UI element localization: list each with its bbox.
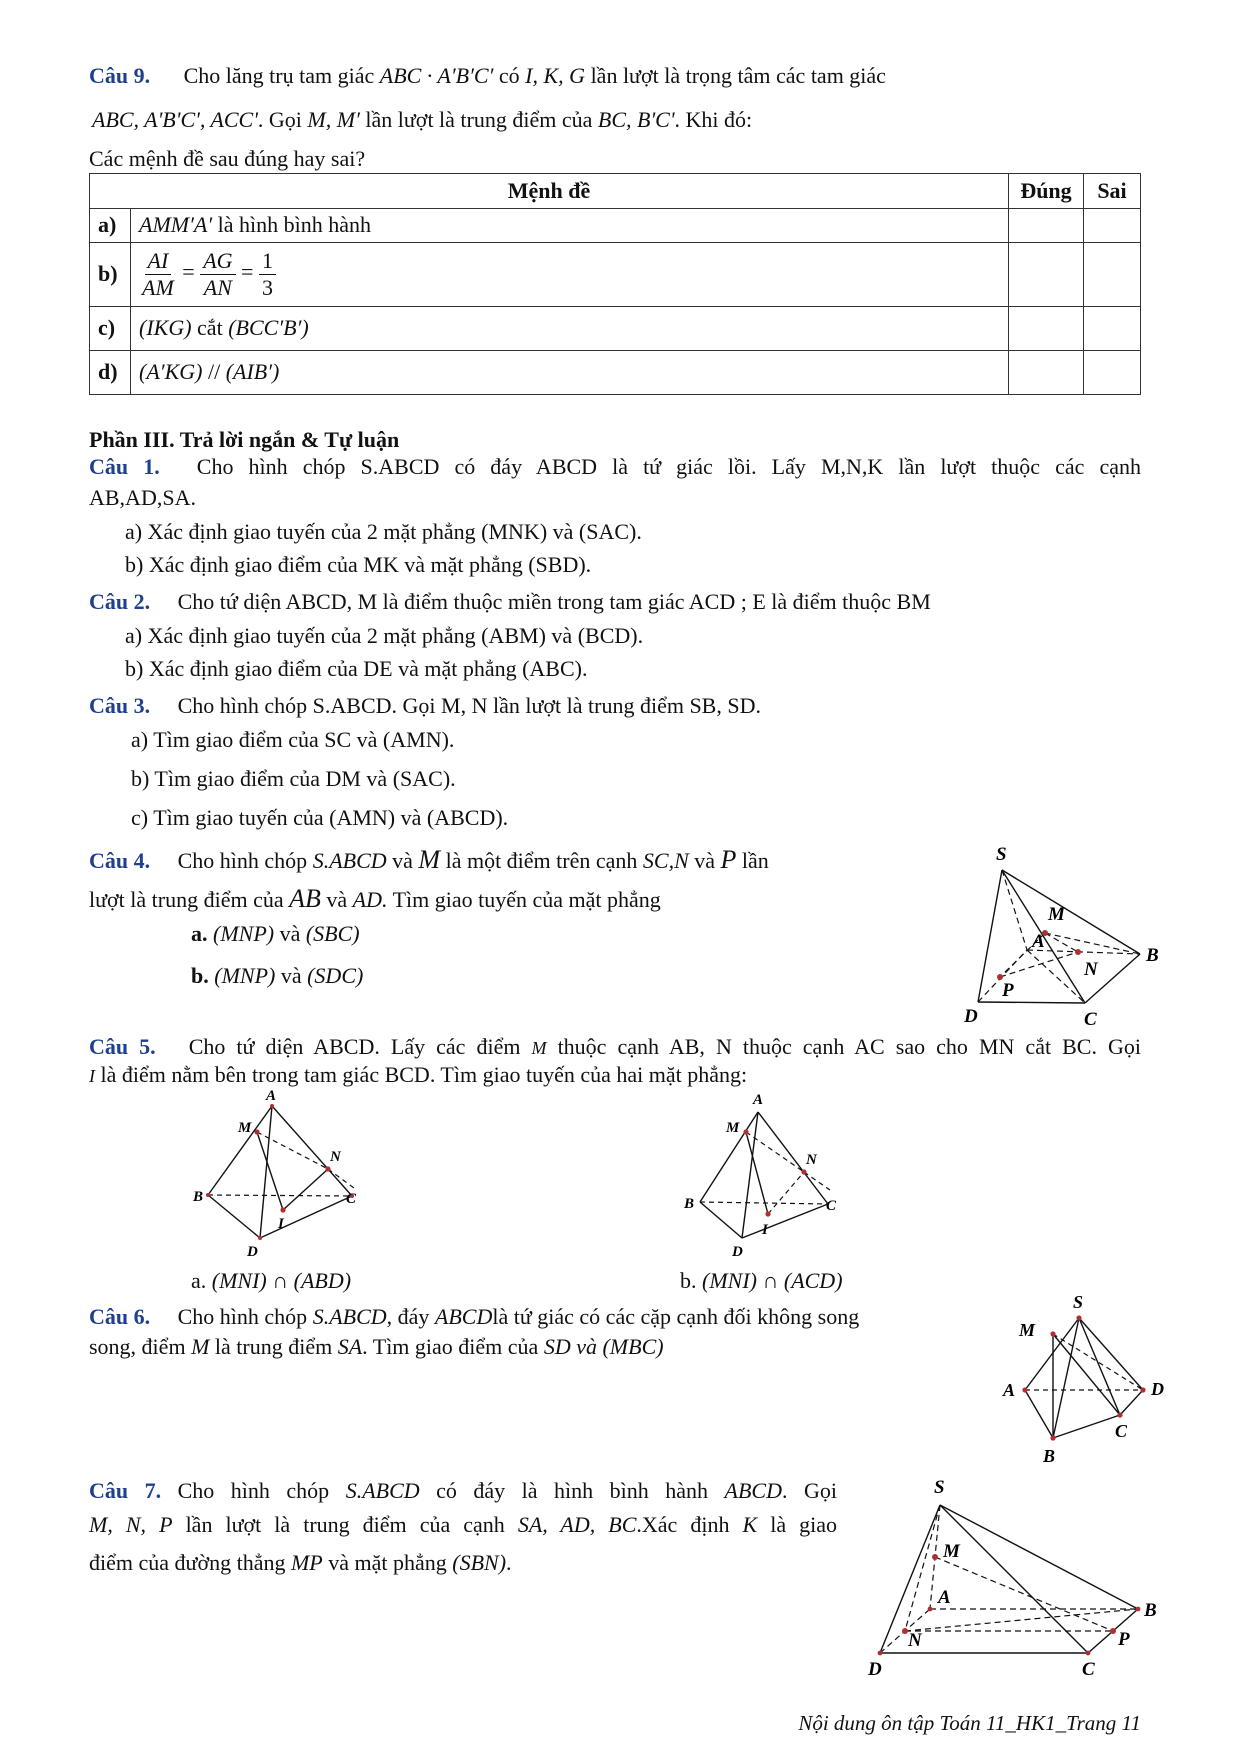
fig-label: D <box>868 1659 882 1680</box>
true-false-table <box>89 173 1141 395</box>
c7-pyramid-figure <box>860 1475 1180 1690</box>
c2-text: Câu 2. Cho tứ diện ABCD, M là điểm thuộc miền trong tam giác ACD ; E là điểm thuộc BM <box>89 589 931 614</box>
c3-text: Câu 3. Cho hình chóp S.ABCD. Gọi M, N lần lượt là trung điểm SB, SD. <box>89 693 761 718</box>
c6-pyramid-figure <box>985 1290 1185 1470</box>
fig-label: D <box>247 1244 258 1260</box>
answer-false-cell[interactable] <box>1084 350 1141 394</box>
c4-text: Câu 4. Cho hình chóp S.ABCD và M là một điểm trên cạnh SC,N và P lần <box>89 845 769 874</box>
fig-label: S <box>934 1477 945 1498</box>
fig-label: D <box>1151 1379 1164 1399</box>
fig-label: A <box>1003 1380 1016 1400</box>
fig-label: S <box>996 844 1007 865</box>
fig-label: N <box>806 1152 817 1168</box>
fig-label: A <box>266 1088 277 1104</box>
fraction: $\frac{AG}{AN}$ <box>200 248 235 300</box>
answer-false-cell[interactable] <box>1084 306 1141 350</box>
answer-true-cell[interactable] <box>1009 242 1084 306</box>
fig-label: B <box>1146 945 1159 966</box>
q9-line3: Các mệnh đề sau đúng hay sai? <box>89 146 366 171</box>
fig-label: M <box>238 1120 252 1136</box>
answer-true-cell[interactable] <box>1009 306 1084 350</box>
fig-label: N <box>1084 959 1098 980</box>
table-row: a) AMM′A′ là hình bình hành <box>90 209 1141 243</box>
fig-label: B <box>684 1196 695 1212</box>
fig-label: N <box>908 1630 922 1651</box>
fig-label: P <box>1118 1629 1130 1650</box>
q9-line2: ABC, A'B'C', ACC'. Gọi M, M′ lần lượt là trung điểm của BC, B'C'. Khi đó: <box>92 107 753 132</box>
fig-label: M <box>1019 1320 1036 1340</box>
table-row: d) (A′KG) // (AIB′) <box>90 350 1141 394</box>
fig-label: M <box>726 1120 740 1136</box>
header-statement: Mệnh đề <box>90 174 1009 209</box>
fig-label: M <box>1048 904 1065 925</box>
fig-label: N <box>330 1149 341 1165</box>
fraction: $\frac{1}{3}$ <box>259 248 276 300</box>
page-footer: Nội dung ôn tập Toán 11_HK1_Trang 11 <box>798 1711 1141 1735</box>
fig-label: C <box>1084 1009 1097 1030</box>
fig-label: S <box>1073 1292 1084 1312</box>
fig-label: D <box>732 1244 743 1260</box>
fig-label: B <box>1043 1446 1056 1466</box>
table-row: c) (IKG) cắt (BCC′B′) <box>90 306 1141 350</box>
c5-tetra-figure-a <box>190 1088 380 1263</box>
c5-tetra-figure-b <box>680 1090 860 1265</box>
fig-label: C <box>826 1198 837 1214</box>
answer-true-cell[interactable] <box>1009 350 1084 394</box>
fig-label: I <box>762 1222 768 1238</box>
fig-label: C <box>1115 1421 1128 1441</box>
answer-false-cell[interactable] <box>1084 209 1141 243</box>
fig-label: B <box>1144 1600 1157 1621</box>
fig-label: B <box>193 1189 204 1205</box>
fig-label: I <box>278 1216 284 1232</box>
fig-label: C <box>1082 1659 1095 1680</box>
c6-text: Câu 6. Cho hình chóp S.ABCD, đáy ABCDlà tứ giác có các cặp cạnh đối không song <box>89 1304 860 1329</box>
fig-label: M <box>943 1541 960 1562</box>
answer-false-cell[interactable] <box>1084 242 1141 306</box>
c4-pyramid-figure <box>950 840 1170 1030</box>
fig-label: A <box>1032 931 1045 952</box>
q9-line1: Câu 9. Cho lăng trụ tam giác ABC · A′B′C′ có I, K, G lần lượt là trọng tâm các tam giác <box>89 63 886 88</box>
table-row: b) $\frac{AI}{AM}$ = $\frac{AG}{AN}$ = $\frac{1}{3}$ <box>90 242 1141 306</box>
fig-label: A <box>938 1587 951 1608</box>
fig-label: C <box>346 1191 357 1207</box>
c7-text: Câu 7. Cho hình chóp S.ABCD có đáy là hình bình hành ABCD. Gọi <box>89 1478 837 1503</box>
q9-label: Câu 9. <box>89 63 151 88</box>
part3-title: Phần III. Trả lời ngắn & Tự luận <box>89 427 400 452</box>
fig-label: D <box>964 1006 978 1027</box>
fraction: $\frac{AI}{AM}$ <box>142 248 174 300</box>
fig-label: P <box>1002 980 1014 1001</box>
header-true: Đúng <box>1009 174 1084 209</box>
c5-text: Câu 5. Cho tứ diện ABCD. Lấy các điểm M thuộc cạnh AB, N thuộc cạnh AC sao cho MN cắt BC. Gọi <box>89 1034 1142 1059</box>
header-false: Sai <box>1084 174 1141 209</box>
fig-label: A <box>753 1092 764 1108</box>
answer-true-cell[interactable] <box>1009 209 1084 243</box>
c1-text: Câu 1. Cho hình chóp S.ABCD có đáy ABCD là tứ giác lồi. Lấy M,N,K lần lượt thuộc các cạnh <box>89 454 1142 479</box>
